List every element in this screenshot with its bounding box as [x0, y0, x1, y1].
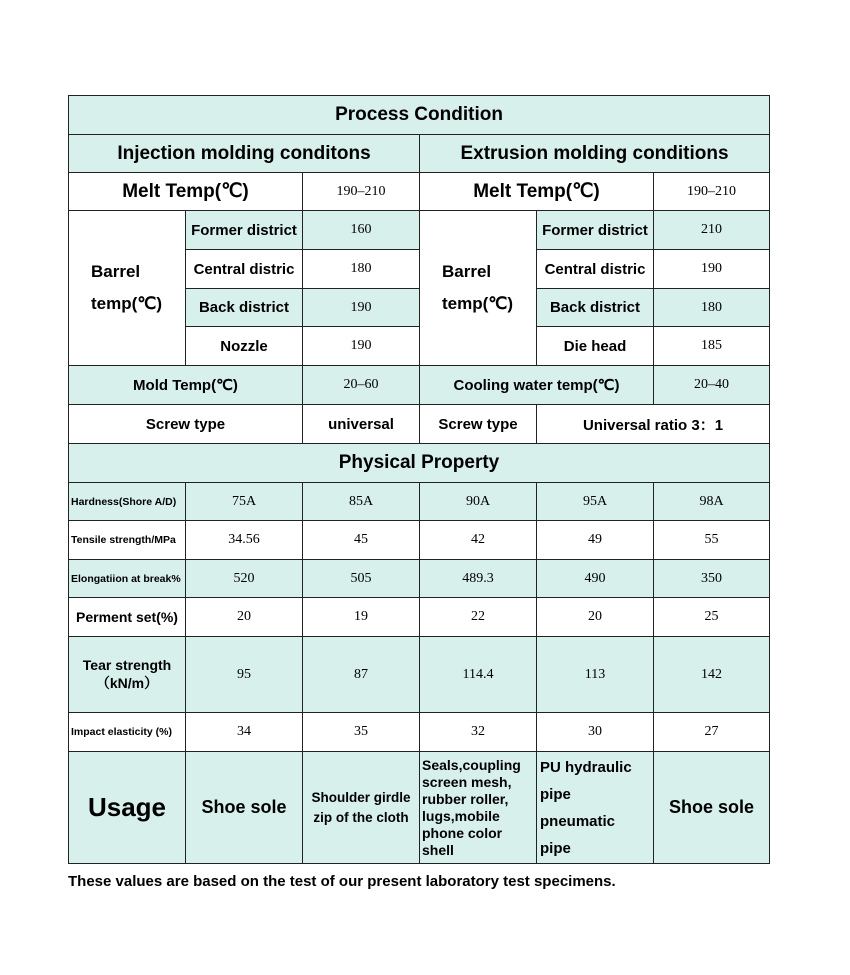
cell-value: 489.3	[420, 560, 537, 598]
usage-text-line: pneumatic	[540, 812, 616, 830]
usage-text-line: pipe	[540, 839, 571, 857]
injection-zone-value: 160	[303, 211, 420, 250]
extrusion-melt-label: Melt Temp(℃)	[420, 173, 654, 211]
cell-value: 114.4	[420, 637, 537, 713]
tensile-label: Tensile strength/MPa	[69, 521, 186, 560]
hardness-label: Hardness(Shore A/D)	[69, 483, 186, 521]
cell-value: 34.56	[186, 521, 303, 560]
cell-value: 520	[186, 560, 303, 598]
usage-shoe-sole: Shoe sole	[186, 752, 303, 864]
elongation-label: Elongatiion at break%	[69, 560, 186, 598]
cell-value: 49	[537, 521, 654, 560]
extrusion-barrel-line1: Barrel	[442, 262, 492, 281]
injection-zone-value: 190	[303, 327, 420, 366]
usage-text-line: phone color	[422, 824, 503, 841]
usage-shoulder-girdle	[303, 752, 420, 864]
injection-melt-label: Melt Temp(℃)	[69, 173, 303, 211]
cell-value: 32	[420, 713, 537, 752]
mold-temp-label: Mold Temp(℃)	[69, 366, 303, 405]
impact-elasticity-label: Impact elasticity (%)	[69, 713, 186, 752]
extrusion-zone-label: Back district	[537, 289, 654, 327]
cell-value: 25	[654, 598, 770, 637]
extrusion-zone-label: Central distric	[537, 250, 654, 289]
extrusion-barrel-line2: temp(℃)	[442, 294, 514, 313]
cell-value: 98A	[654, 483, 770, 521]
injection-header: Injection molding conditons	[69, 135, 420, 173]
footnote: These values are based on the test of our present laboratory test specimens.	[68, 873, 616, 890]
usage-text-line: lugs,mobile	[422, 807, 500, 824]
usage-label: Usage	[69, 752, 186, 864]
extrusion-zone-value: 185	[654, 327, 770, 366]
usage-text-line: zip of the cloth	[313, 809, 409, 825]
cell-value: 45	[303, 521, 420, 560]
extrusion-zone-value: 210	[654, 211, 770, 250]
usage-shoe-sole-2: Shoe sole	[654, 752, 770, 864]
extrusion-screw-label: Screw type	[420, 405, 537, 444]
cell-value: 42	[420, 521, 537, 560]
tear-strength-line2: （kN/m）	[95, 674, 159, 691]
extrusion-zone-value: 190	[654, 250, 770, 289]
tear-strength-label	[69, 637, 186, 713]
usage-row	[69, 752, 770, 864]
perment-set-label: Perment set(%)	[69, 598, 186, 637]
table-row	[69, 637, 770, 713]
usage-text-line: shell	[422, 841, 454, 858]
injection-zone-label: Former district	[186, 211, 303, 250]
cell-value: 90A	[420, 483, 537, 521]
injection-barrel-line2: temp(℃)	[91, 294, 163, 313]
injection-barrel-line1: Barrel	[91, 262, 141, 281]
cell-value: 75A	[186, 483, 303, 521]
usage-text-line: rubber roller,	[422, 790, 509, 807]
usage-text-line: Seals,coupling	[422, 756, 521, 773]
extrusion-zone-label: Former district	[537, 211, 654, 250]
table-row	[69, 560, 770, 598]
cooling-water-value: 20–40	[654, 366, 770, 405]
injection-zone-value: 190	[303, 289, 420, 327]
table-row	[69, 713, 770, 752]
physical-property-title: Physical Property	[69, 444, 770, 483]
cell-value: 19	[303, 598, 420, 637]
cell-value: 34	[186, 713, 303, 752]
usage-seals	[420, 752, 537, 864]
extrusion-zone-label: Die head	[537, 327, 654, 366]
cell-value: 55	[654, 521, 770, 560]
cooling-water-label: Cooling water temp(℃)	[420, 366, 654, 405]
cell-value: 490	[537, 560, 654, 598]
table-row	[69, 598, 770, 637]
cell-value: 350	[654, 560, 770, 598]
cell-value: 95A	[537, 483, 654, 521]
spec-table	[68, 95, 770, 864]
cell-value: 87	[303, 637, 420, 713]
cell-value: 35	[303, 713, 420, 752]
extrusion-melt-value: 190–210	[654, 173, 770, 211]
process-condition-title: Process Condition	[69, 96, 770, 135]
usage-text-line: Shoulder girdle	[311, 789, 411, 805]
cell-value: 95	[186, 637, 303, 713]
injection-screw-label: Screw type	[69, 405, 303, 444]
injection-melt-value: 190–210	[303, 173, 420, 211]
extrusion-header: Extrusion molding conditions	[420, 135, 770, 173]
extrusion-screw-value: Universal ratio 3：1	[537, 405, 770, 444]
mold-temp-value: 20–60	[303, 366, 420, 405]
usage-text-line: pipe	[540, 785, 571, 803]
injection-barrel-label	[69, 211, 186, 366]
cell-value: 20	[537, 598, 654, 637]
usage-text-line: PU hydraulic	[540, 758, 632, 776]
cell-value: 113	[537, 637, 654, 713]
usage-text-line: screen mesh,	[422, 773, 512, 790]
cell-value: 505	[303, 560, 420, 598]
usage-pu-pipe	[537, 752, 654, 864]
extrusion-zone-value: 180	[654, 289, 770, 327]
injection-screw-value: universal	[303, 405, 420, 444]
extrusion-barrel-label	[420, 211, 537, 366]
table-row	[69, 521, 770, 560]
injection-zone-label: Back district	[186, 289, 303, 327]
injection-zone-label: Central distric	[186, 250, 303, 289]
cell-value: 27	[654, 713, 770, 752]
injection-zone-label: Nozzle	[186, 327, 303, 366]
table-row	[69, 483, 770, 521]
cell-value: 30	[537, 713, 654, 752]
cell-value: 142	[654, 637, 770, 713]
cell-value: 20	[186, 598, 303, 637]
tear-strength-line1: Tear strength	[82, 656, 172, 673]
cell-value: 22	[420, 598, 537, 637]
cell-value: 85A	[303, 483, 420, 521]
injection-zone-value: 180	[303, 250, 420, 289]
